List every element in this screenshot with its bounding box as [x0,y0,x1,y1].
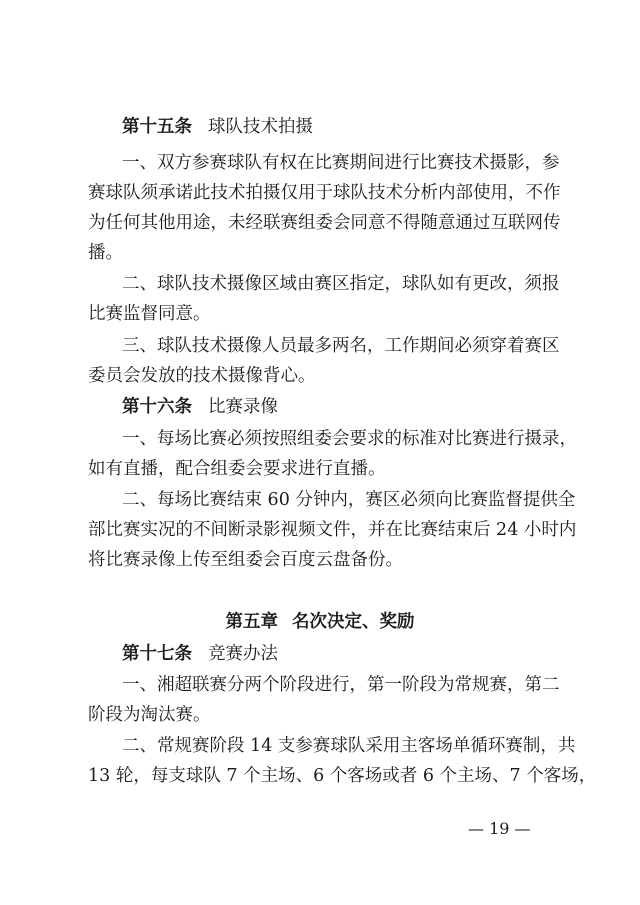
chapter-number: 第五章 [225,612,278,632]
paragraph-line: 二、球队技术摄像区域由赛区指定，球队如有更改，须报 [122,274,560,294]
page-number: — 19 — [468,819,531,838]
paragraph-line: 为任何其他用途，未经联赛组委会同意不得随意通过互联网传 [88,213,561,233]
article-title: 竞赛办法 [208,644,278,664]
article-17-heading [122,642,278,666]
paragraph-line: 部比赛实况的不间断录影视频文件，并在比赛结束后 24 小时内 [88,520,577,540]
article-number: 第十七条 [122,644,192,664]
article-number: 第十五条 [122,117,192,137]
article-title: 球队技术拍摄 [208,117,313,137]
paragraph-line: 一、湘超联赛分两个阶段进行，第一阶段为常规赛，第二 [122,675,560,695]
paragraph-line: 播。 [88,243,123,263]
article-title: 比赛录像 [208,397,278,417]
paragraph-line: 赛球队须承诺此技术拍摄仅用于球队技术分析内部使用，不作 [88,183,561,203]
chapter-heading [0,610,640,634]
paragraph-line: 比赛监督同意。 [88,304,211,324]
paragraph-line: 二、每场比赛结束 60 分钟内，赛区必须向比赛监督提供全 [122,490,576,510]
paragraph-line: 二、常规赛阶段 14 支参赛球队采用主客场单循环赛制，共 [122,736,576,756]
article-15-heading [122,115,313,139]
paragraph-line: 将比赛录像上传至组委会百度云盘备份。 [88,550,403,570]
paragraph-line: 13 轮，每支球队 7 个主场、6 个客场或者 6 个主场、7 个客场， [88,766,597,786]
article-number: 第十六条 [122,397,192,417]
article-16-heading [122,395,278,419]
paragraph-line: 委员会发放的技术摄像背心。 [88,366,316,386]
paragraph-line: 一、双方参赛球队有权在比赛期间进行比赛技术摄影，参 [122,153,560,173]
paragraph-line: 如有直播，配合组委会要求进行直播。 [88,459,386,479]
paragraph-line: 一、每场比赛必须按照组委会要求的标准对比赛进行摄录， [122,429,577,449]
paragraph-line: 三、球队技术摄像人员最多两名，工作期间必须穿着赛区 [122,336,560,356]
paragraph-line: 阶段为淘汰赛。 [88,705,211,725]
chapter-title: 名次决定、奖励 [292,612,415,632]
